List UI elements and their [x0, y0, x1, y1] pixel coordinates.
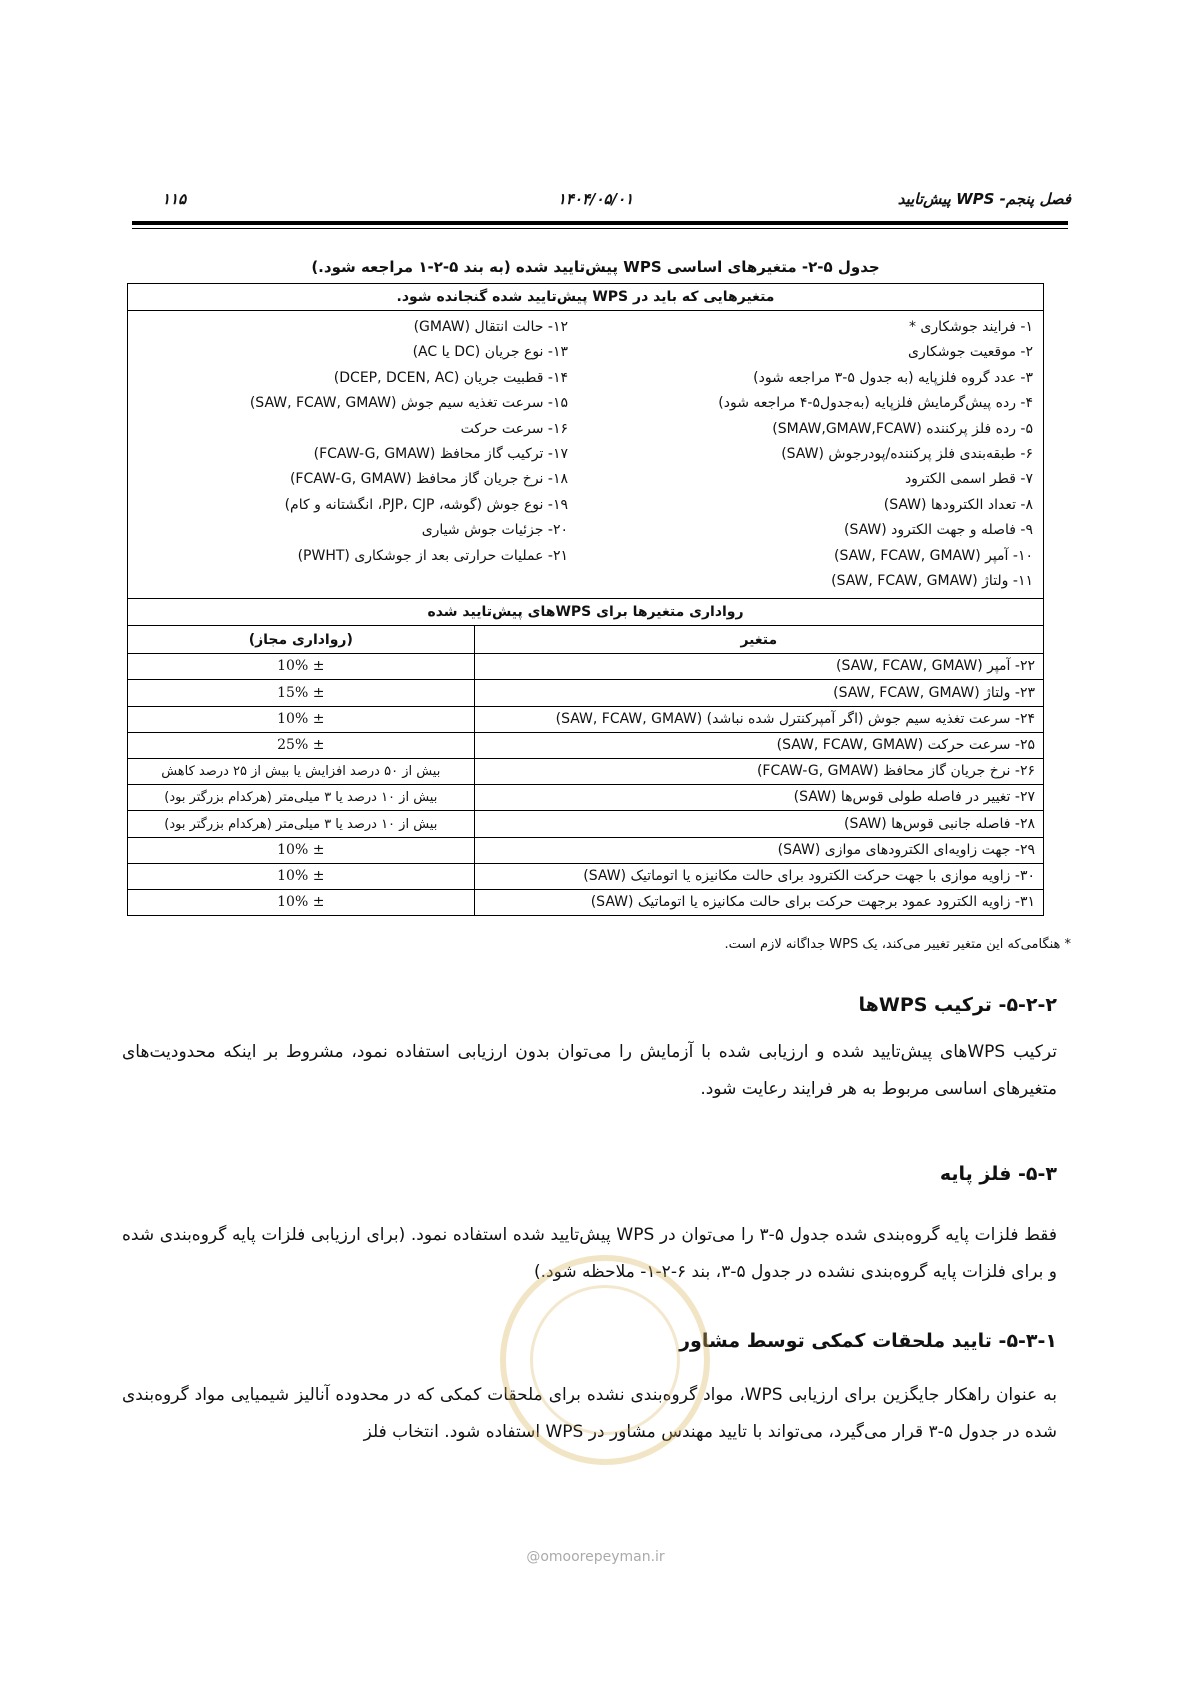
tolerance-cell: ± 10%: [128, 863, 475, 889]
watermark-url: @omoorepeyman.ir: [526, 1549, 665, 1565]
tolerance-cell: ± 10%: [128, 706, 475, 732]
header-rule-thin: [132, 228, 1068, 229]
table-row: [128, 889, 1044, 915]
column-header-variable: متغیر: [474, 626, 1043, 654]
variable-cell: ۲۸- فاصله جانبی قوس‌ها (SAW): [474, 811, 1043, 837]
table-row: [128, 863, 1044, 889]
table-caption: جدول ۵-۲- متغیرهای اساسی WPS پیش‌تایید شده (به بند ۵-۲-۱ مراجعه شود.): [311, 258, 880, 276]
watermark-inner-ring: [530, 1285, 680, 1435]
list-item: ۳- عدد گروه فلزپایه (به جدول ۵-۳ مراجعه شود): [753, 369, 1033, 386]
column-header-tolerance: (رواداری مجاز): [128, 626, 475, 654]
table-row: [128, 837, 1044, 863]
variable-cell: ۲۵- سرعت حرکت (SAW, FCAW, GMAW): [474, 732, 1043, 758]
variables-table: [127, 283, 1044, 916]
list-item: ۱۳- نوع جریان (DC یا AC): [412, 344, 568, 361]
variable-cell: ۳۱- زاویه الکترود عمود برجهت حرکت برای حالت مکانیزه یا اتوماتیک (SAW): [474, 889, 1043, 915]
header-rule: [132, 221, 1068, 225]
list-item: ۴- رده پیش‌گرمایش فلزپایه (به‌جدول۵-۴ مراجعه شود): [718, 395, 1033, 412]
tolerance-cell: بیش از ۱۰ درصد یا ۳ میلی‌متر (هرکدام بزرگتر بود): [128, 785, 475, 811]
tolerance-cell: ± 10%: [128, 889, 475, 915]
section-paragraph-base-metal: فقط فلزات پایه گروه‌بندی شده جدول ۵-۳ را می‌توان در WPS پیش‌تایید شده استفاده نمود. (برای ارزیابی فلزات پایه گروه‌بندی شده و برای فلزات پایه گروه‌بندی نشده در جدول ۵-۳، بند ۶-۲-۱- ملاحظه شود.): [122, 1225, 1057, 1282]
table-row: [128, 759, 1044, 785]
page-number: ۱۱۵: [162, 190, 187, 208]
chapter-title: فصل پنجم- WPS پیش‌تایید: [897, 190, 1071, 208]
list-item: ۱۷- ترکیب گاز محافظ (FCAW-G, GMAW): [313, 445, 568, 462]
table-row: [128, 654, 1044, 680]
header-date: ۱۴۰۴/۰۵/۰۱: [557, 190, 634, 208]
list-item: ۶- طبقه‌بندی فلز پرکننده/پودرجوش (SAW): [781, 445, 1033, 462]
list-item: ۸- تعداد الکترودها (SAW): [883, 496, 1033, 513]
variable-cell: ۲۹- جهت زاویه‌ای الکترودهای موازی (SAW): [474, 837, 1043, 863]
section2-title: رواداری متغیرها برای WPSهای پیش‌تایید شده: [128, 599, 1044, 626]
table-row: [128, 706, 1044, 732]
list-item: ۵- رده فلز پرکننده (SMAW,GMAW,FCAW): [772, 420, 1033, 437]
list-item: ۷- قطر اسمی الکترود: [904, 471, 1033, 488]
variable-cell: ۳۰- زاویه موازی با جهت حرکت الکترود برای حالت مکانیزه یا اتوماتیک (SAW): [474, 863, 1043, 889]
variable-cell: ۲۷- تغییر در فاصله طولی قوس‌ها (SAW): [474, 785, 1043, 811]
essential-vars-cell: [128, 311, 1044, 599]
list-item: ۱۶- سرعت حرکت: [460, 420, 568, 437]
tolerance-cell: بیش از ۱۰ درصد یا ۳ میلی‌متر (هرکدام بزرگتر بود): [128, 811, 475, 837]
section1-title: متغیرهایی که باید در WPS پیش‌تایید شده گنجانده شود.: [128, 284, 1044, 311]
tolerance-cell: ± 10%: [128, 837, 475, 863]
list-item: ۹- فاصله و جهت الکترود (SAW): [843, 522, 1033, 539]
section-paragraph-consultant-approval: به عنوان راهکار جایگزین برای ارزیابی WPS، مواد گروه‌بندی نشده برای ملحقات کمکی که در محدوده آنالیز شیمیایی مواد گروه‌بندی شده در جدول ۵-۳ قرار می‌گیرد، می‌تواند با تایید مهندس مشاور در WPS استفاده شود. انتخاب فلز: [122, 1385, 1057, 1442]
table-row: [128, 785, 1044, 811]
tolerance-cell: ± 25%: [128, 732, 475, 758]
list-item: ۱۱- ولتاژ (SAW, FCAW, GMAW): [831, 572, 1033, 589]
table-row: [128, 811, 1044, 837]
variable-cell: ۲۲- آمپر (SAW, FCAW, GMAW): [474, 654, 1043, 680]
list-item: ۱۵- سرعت تغذیه سیم جوش (SAW, FCAW, GMAW): [249, 395, 568, 412]
list-item: ۲۱- عملیات حرارتی بعد از جوشکاری (PWHT): [297, 547, 568, 564]
variable-cell: ۲۴- سرعت تغذیه سیم جوش (اگر آمپرکنترل شده نباشد) (SAW, FCAW, GMAW): [474, 706, 1043, 732]
list-item: ۱۴- قطبیت جریان (DCEP, DCEN, AC): [333, 369, 568, 386]
vars-right-column: [593, 315, 1033, 594]
list-item: ۱۲- حالت انتقال (GMAW): [413, 319, 568, 335]
tolerance-cell: ± 10%: [128, 654, 475, 680]
vars-left-column: [138, 315, 568, 594]
list-item: ۱۹- نوع جوش (گوشه، PJP، CJP، انگشتانه و کام): [284, 496, 568, 513]
variable-cell: ۲۶- نرخ جریان گاز محافظ (FCAW-G, GMAW): [474, 759, 1043, 785]
section-heading-wps-combination: ۵-۲-۲- ترکیب WPSها: [858, 994, 1057, 1016]
list-item: ۲- موقعیت جوشکاری: [908, 344, 1033, 361]
section-heading-base-metal: ۵-۳- فلز پایه: [939, 1163, 1057, 1185]
list-item: ۱- فرایند جوشکاری *: [908, 319, 1033, 335]
table-footnote: * هنگامی‌که این متغیر تغییر می‌کند، یک WPS جداگانه لازم است.: [724, 937, 1071, 952]
list-item: ۱۰- آمپر (SAW, FCAW, GMAW): [834, 547, 1033, 564]
table-row: [128, 732, 1044, 758]
table-row: [128, 680, 1044, 706]
section-paragraph-wps-combination: ترکیب WPSهای پیش‌تایید شده و ارزیابی شده با آزمایش را می‌توان بدون ارزیابی استفاده نمود، مشروط بر اینکه محدودیت‌های متغیرهای اساسی مربوط به هر فرایند رعایت شود.: [122, 1042, 1057, 1099]
section-heading-consultant-approval: ۵-۳-۱- تایید ملحقات کمکی توسط مشاور: [679, 1330, 1057, 1352]
list-item: ۱۸- نرخ جریان گاز محافظ (FCAW-G, GMAW): [289, 471, 568, 488]
tolerance-cell: ± 15%: [128, 680, 475, 706]
tolerance-cell: بیش از ۵۰ درصد افزایش یا بیش از ۲۵ درصد کاهش: [128, 759, 475, 785]
variable-cell: ۲۳- ولتاژ (SAW, FCAW, GMAW): [474, 680, 1043, 706]
list-item: ۲۰- جزئیات جوش شیاری: [421, 522, 568, 539]
